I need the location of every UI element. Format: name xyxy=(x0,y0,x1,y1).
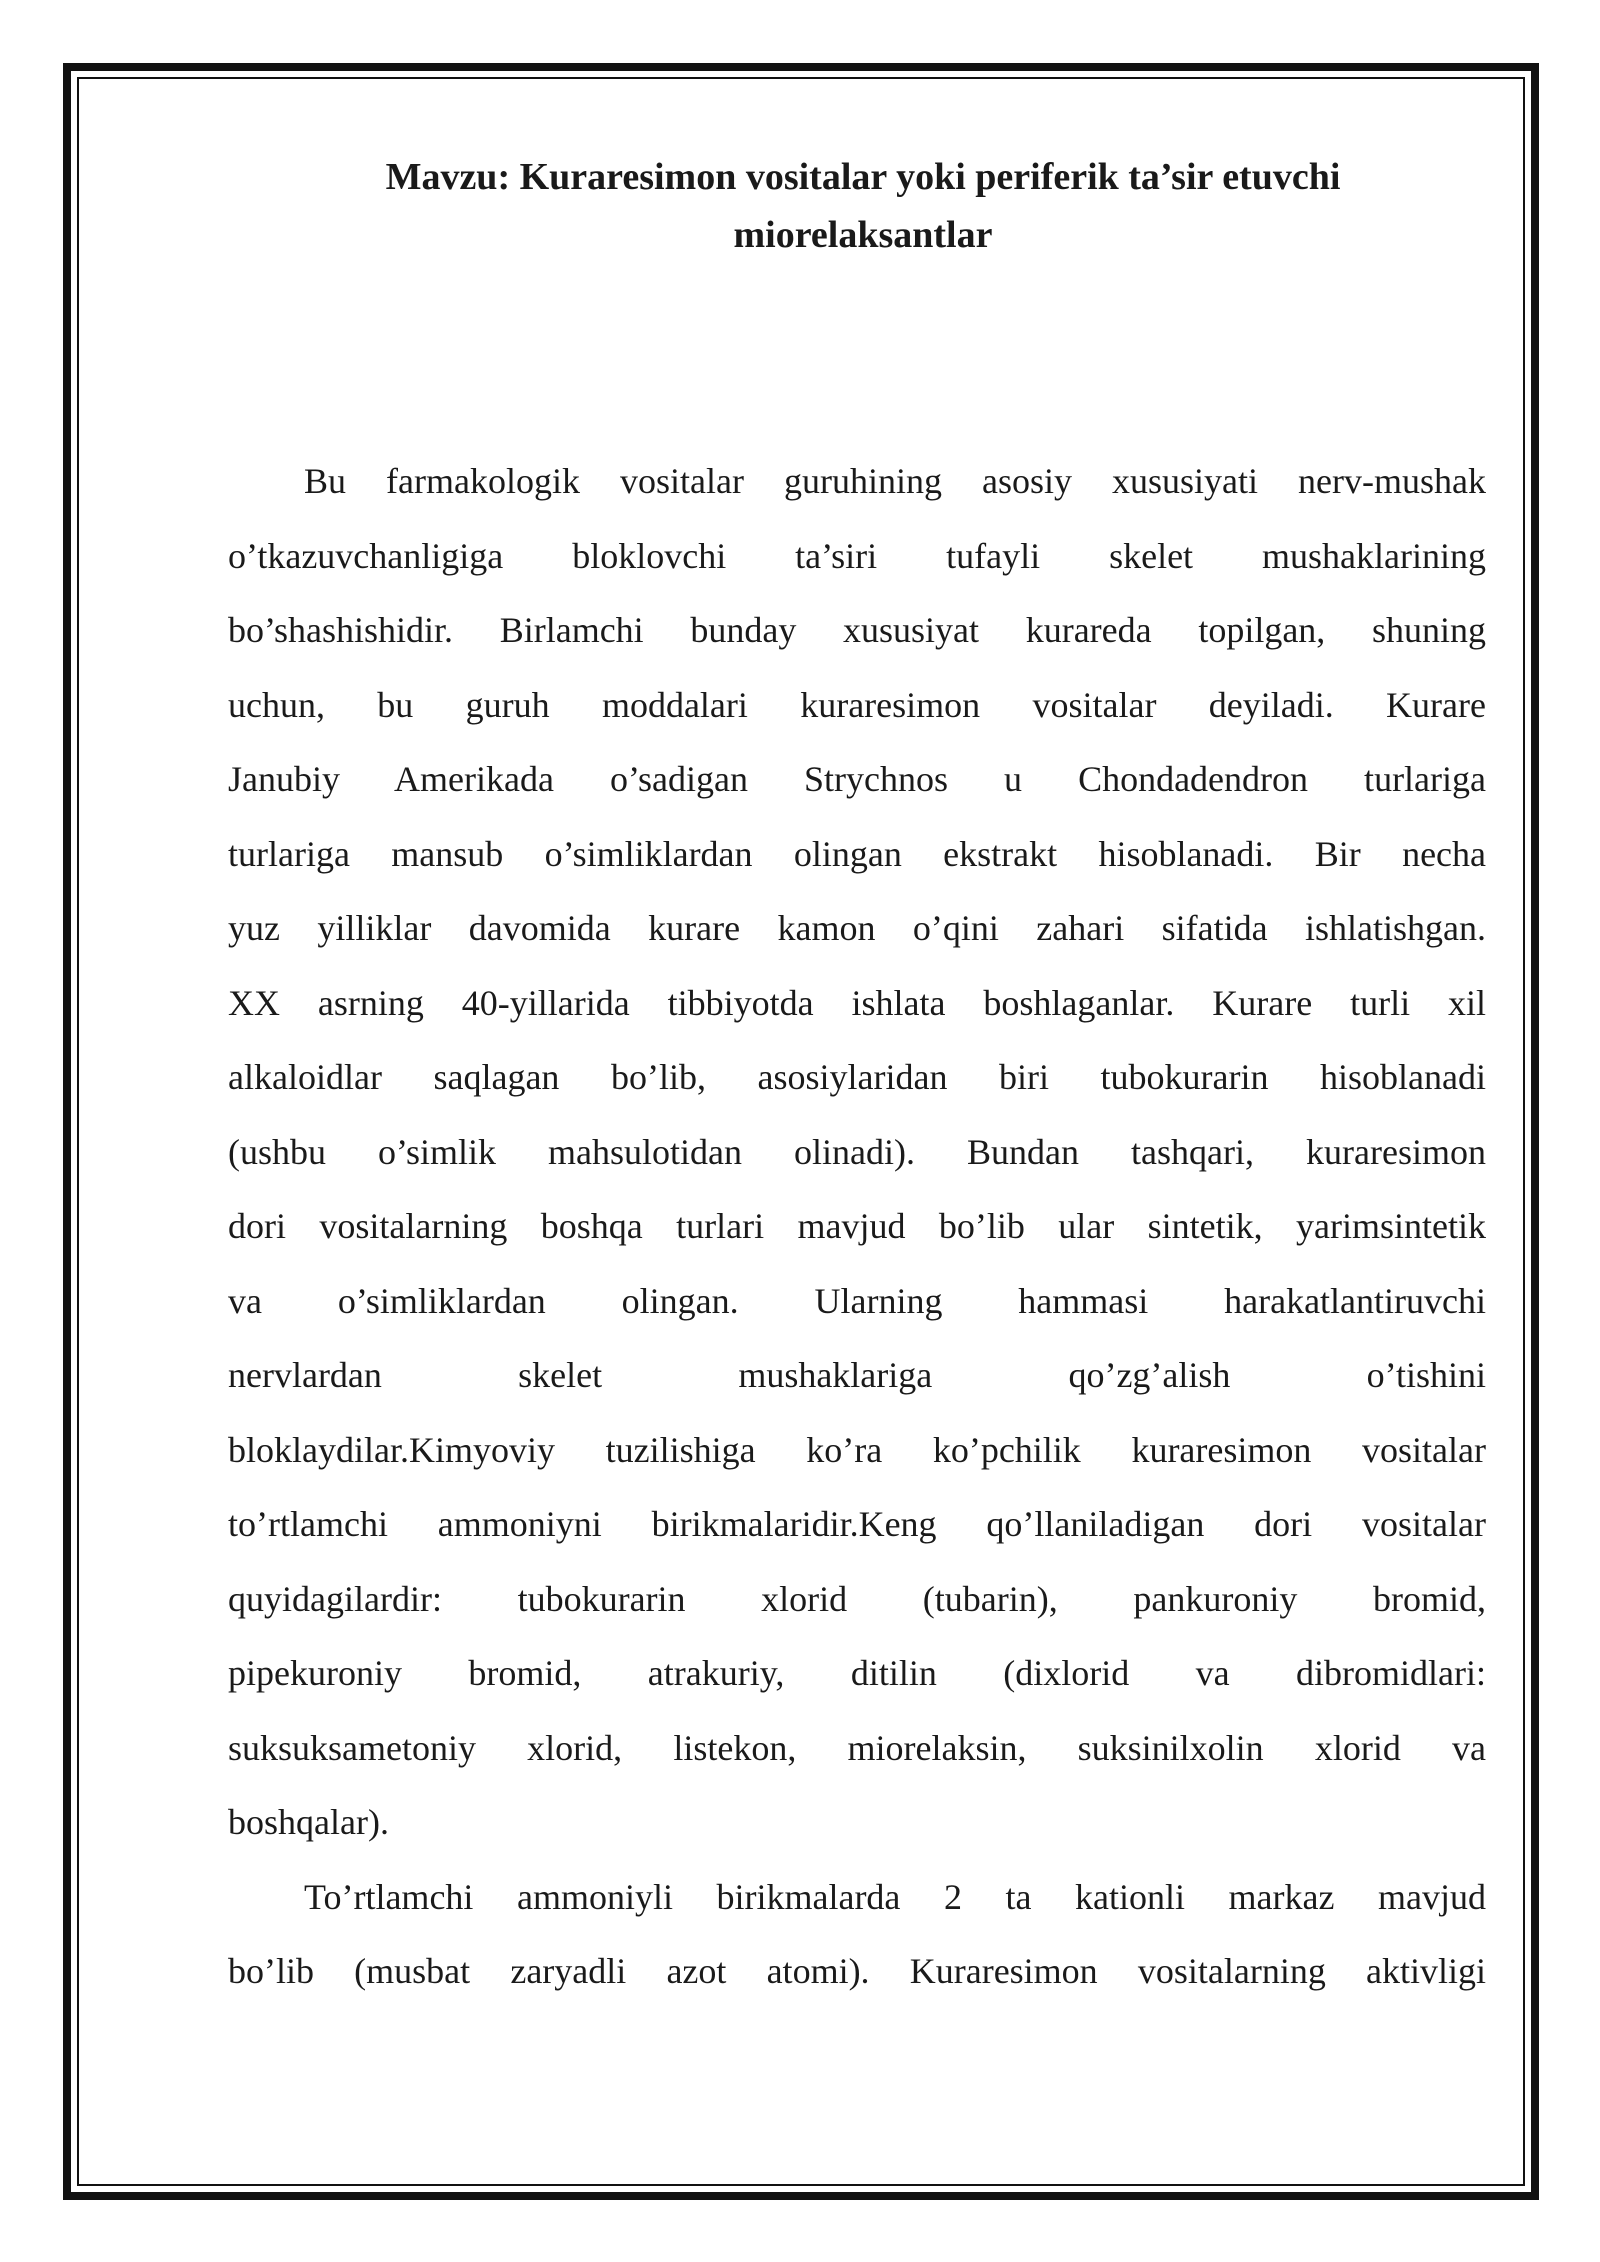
body-line: to’rtlamchi ammoniyni birikmalaridir.Keng qo’llaniladigan dori vositalar xyxy=(228,1504,1486,1544)
body-line: To’rtlamchi ammoniyli birikmalarda 2 ta kationli markaz mavjud xyxy=(304,1876,1486,1917)
body-line: nervlardan skelet mushaklariga qo’zg’alish o’tishini xyxy=(228,1355,1486,1395)
body-line: Janubiy Amerikada o’sadigan Strychnos u Chondadendron turlariga xyxy=(228,759,1486,799)
body-line: (ushbu o’simlik mahsulotidan olinadi). Bundan tashqari, kuraresimon xyxy=(228,1131,1486,1172)
body-line: Bu farmakologik vositalar guruhining asosiy xususiyati nerv-mushak xyxy=(304,461,1486,501)
document-body xyxy=(228,444,1486,2009)
body-line: turlariga mansub o’simliklardan olingan ekstrakt hisoblanadi. Bir necha xyxy=(228,833,1486,874)
body-line: bloklaydilar.Kimyoviy tuzilishiga ko’ra ko’pchilik kuraresimon vositalar xyxy=(228,1429,1486,1470)
body-line: bo’shashishidir. Birlamchi bunday xususiyat kurareda topilgan, shuning xyxy=(228,610,1486,650)
body-line: bo’lib (musbat zaryadli azot atomi). Kuraresimon vositalarning aktivligi xyxy=(228,1951,1486,1991)
body-line: suksuksametoniy xlorid, listekon, miorelaksin, suksinilxolin xlorid va xyxy=(228,1727,1486,1768)
body-line: yuz yilliklar davomida kurare kamon o’qini zahari sifatida ishlatishgan. xyxy=(228,908,1486,948)
body-line: dori vositalarning boshqa turlari mavjud bo’lib ular sintetik, yarimsintetik xyxy=(228,1206,1486,1246)
body-line: va o’simliklardan olingan. Ularning hammasi harakatlantiruvchi xyxy=(228,1280,1486,1321)
document-title xyxy=(228,148,1498,264)
body-line: uchun, bu guruh moddalari kuraresimon vositalar deyiladi. Kurare xyxy=(228,684,1486,725)
body-line: pipekuroniy bromid, atrakuriy, ditilin (dixlorid va dibromidlari: xyxy=(228,1653,1486,1693)
body-line: alkaloidlar saqlagan bo’lib, asosiylaridan biri tubokurarin hisoblanadi xyxy=(228,1057,1486,1097)
body-line: o’tkazuvchanligiga bloklovchi ta’siri tufayli skelet mushaklarining xyxy=(228,535,1486,576)
body-line: XX asrning 40-yillarida tibbiyotda ishlata boshlaganlar. Kurare turli xil xyxy=(228,982,1486,1023)
body-line: boshqalar). xyxy=(228,1802,389,1842)
title-line: Mavzu: Kuraresimon vositalar yoki periferik ta’sir etuvchi xyxy=(385,156,1341,198)
body-line: quyidagilardir: tubokurarin xlorid (tubarin), pankuroniy bromid, xyxy=(228,1578,1486,1619)
title-line: miorelaksantlar xyxy=(733,214,993,256)
